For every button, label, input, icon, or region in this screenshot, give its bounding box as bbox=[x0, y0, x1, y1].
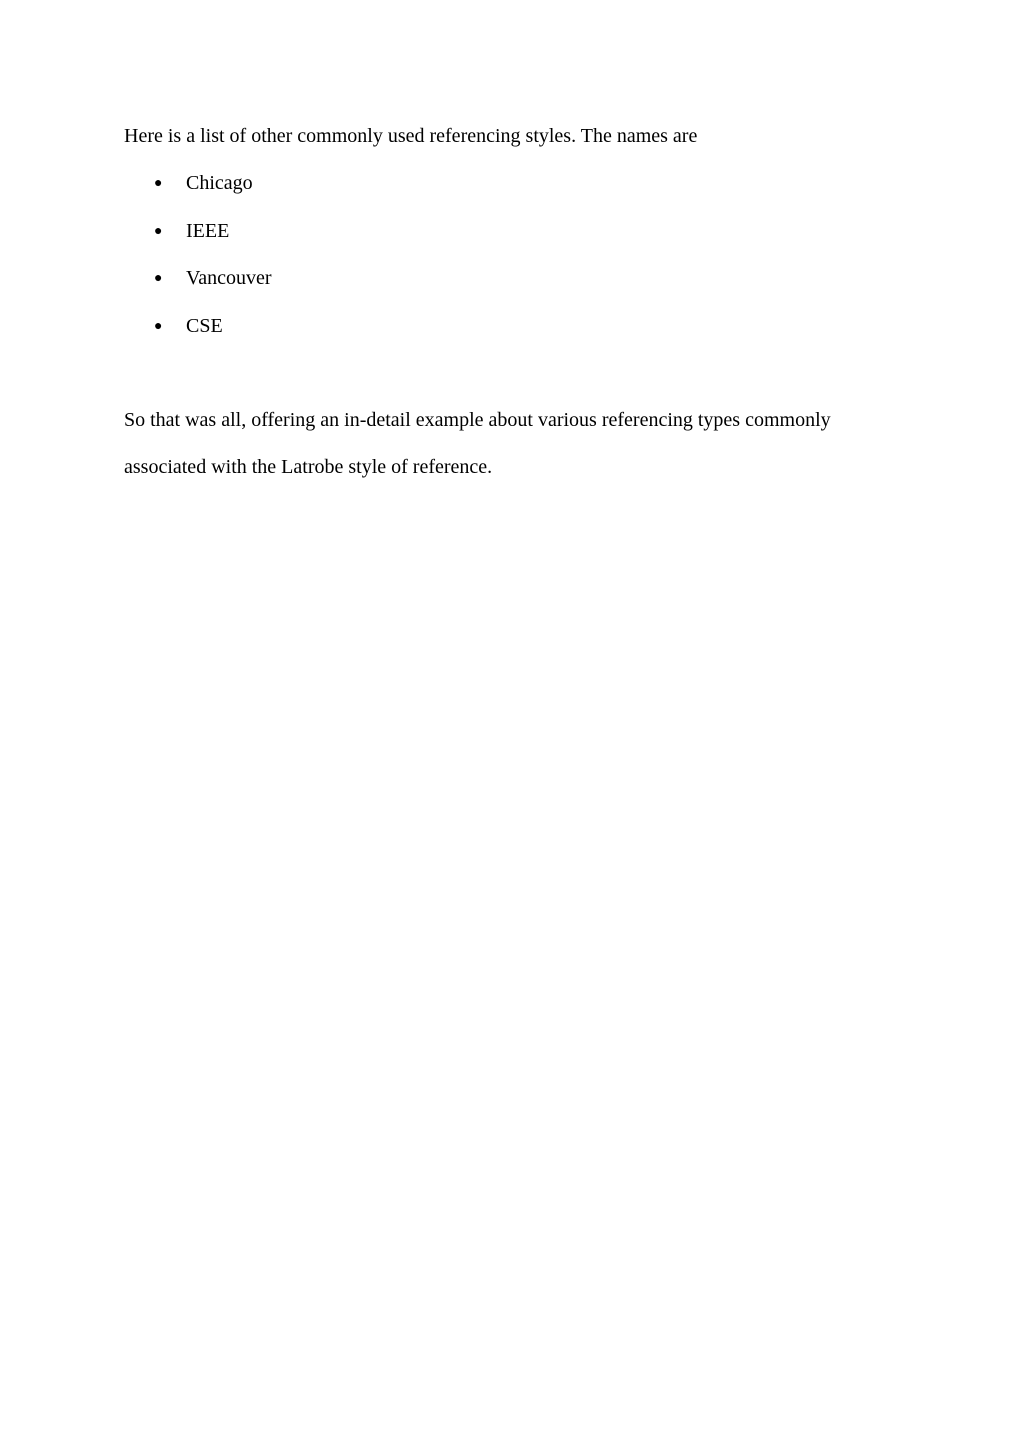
conclusion-paragraph bbox=[124, 397, 831, 491]
bullet-icon: ● bbox=[154, 223, 163, 239]
bullet-icon: ● bbox=[154, 176, 163, 191]
list-item-label: IEEE bbox=[186, 219, 230, 242]
list-item-label: CSE bbox=[186, 314, 223, 337]
intro-paragraph: Here is a list of other commonly used referencing styles. The names are bbox=[124, 125, 698, 147]
conclusion-line: So that was all, offering an in-detail example about various referencing types commonly bbox=[124, 409, 831, 431]
bullet-icon: ● bbox=[154, 318, 163, 334]
conclusion-line: associated with the Latrobe style of reference. bbox=[124, 456, 493, 478]
list-item-label: Vancouver bbox=[186, 267, 272, 289]
list-item-label: Chicago bbox=[186, 172, 253, 194]
bullet-icon: ● bbox=[154, 271, 163, 286]
